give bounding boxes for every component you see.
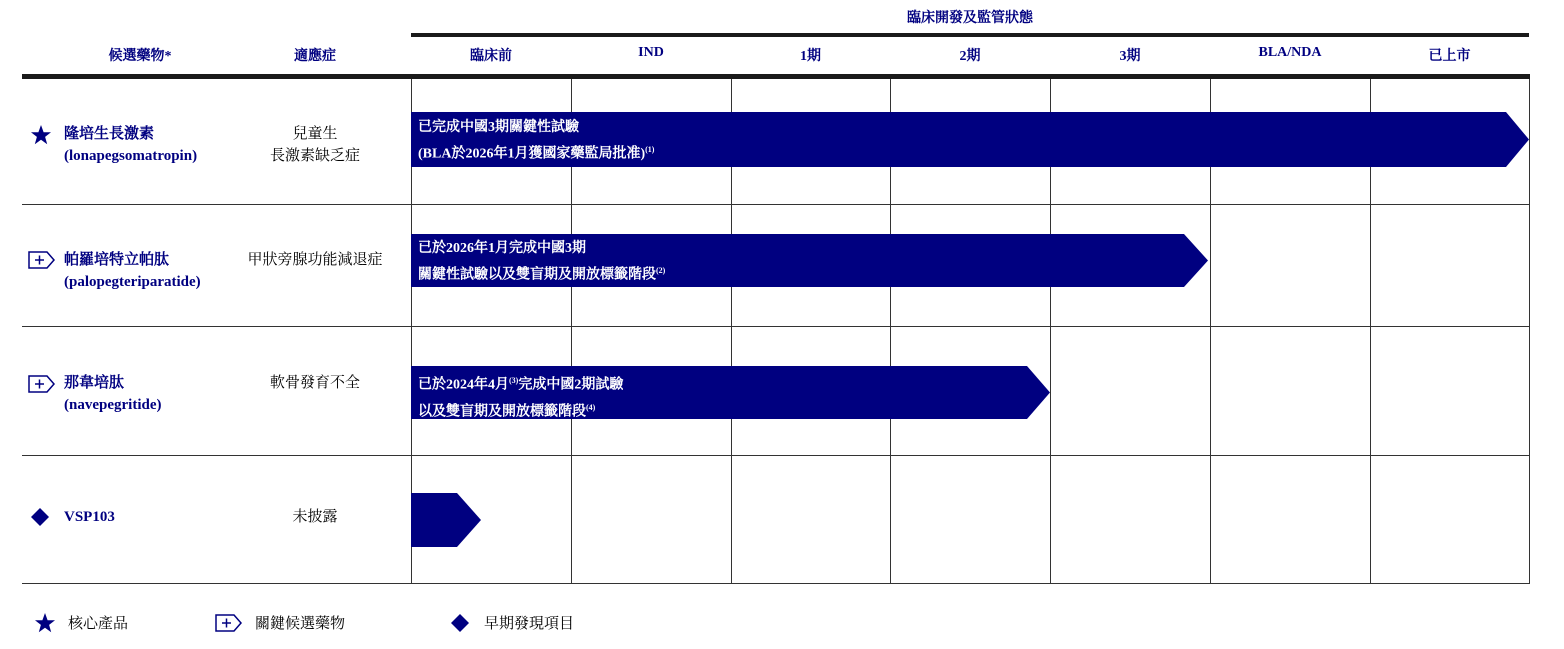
candidate-name-navepegritide	[64, 372, 161, 416]
progress-bar-label-row3	[418, 370, 623, 423]
table-bottom-rule	[22, 583, 1530, 584]
candidate-name-en: (palopegteriparatide)	[64, 274, 201, 290]
candidate-name-cn: 那韋培肽	[64, 375, 125, 391]
boxed-plus-arrow-icon	[28, 375, 56, 393]
candidate-name-en: (navepegritide)	[64, 397, 162, 413]
legend-early-discovery: 早期發現項目	[484, 616, 575, 632]
indication-line: 長激素缺乏症	[269, 148, 360, 164]
col-header-phase1: 1期	[800, 49, 821, 64]
col-header-ind: IND	[638, 45, 664, 60]
bar-label-line	[418, 260, 665, 287]
footnote-marker: (2)	[656, 266, 666, 275]
legend-diamond-icon	[450, 613, 470, 633]
indication-line: 兒童生	[292, 126, 338, 142]
bar-label-text: 完成中國2期試驗	[518, 377, 624, 393]
progress-bar-row4	[411, 493, 483, 547]
col-header-phase3: 3期	[1119, 49, 1141, 64]
col-header-preclinical: 臨床前	[470, 49, 512, 64]
col-header-indication: 適應症	[294, 49, 336, 64]
bar-label-text: 關鍵性試驗以及雙盲期及開放標籤階段	[418, 267, 656, 283]
bar-label-line: 已於2026年1月完成中國3期	[418, 241, 586, 256]
progress-bar-label-row1	[418, 117, 654, 166]
indication-line: 軟骨發育不全	[269, 375, 360, 391]
bar-label-line	[418, 370, 623, 397]
indication-row4	[240, 506, 390, 528]
col-header-phase2: 2期	[959, 49, 981, 64]
row-divider	[22, 204, 1530, 205]
row-divider	[22, 326, 1530, 327]
boxed-plus-arrow-icon	[28, 251, 56, 269]
indication-line: 未披露	[292, 509, 338, 525]
candidate-name-vsp103: VSP103	[64, 509, 115, 525]
indication-row2	[240, 249, 390, 271]
bar-label-text: 已於2024年4月	[418, 377, 509, 393]
candidate-name-cn: 帕羅培特立帕肽	[64, 252, 170, 268]
legend-star-icon	[34, 612, 56, 634]
bar-label-text: 以及雙盲期及開放標籤階段	[418, 404, 586, 420]
bar-label-line	[418, 139, 654, 166]
indication-row3	[240, 372, 390, 394]
candidate-name-lonapegsomatropin	[64, 123, 197, 167]
candidate-name-cn: 隆培生長激素	[64, 126, 155, 142]
row-divider	[22, 455, 1530, 456]
candidate-name-palopegteriparatide	[64, 249, 201, 293]
col-header-marketed: 已上市	[1428, 49, 1471, 64]
star-icon	[30, 124, 52, 146]
footnote-marker: (1)	[645, 145, 655, 154]
legend-core-product: 核心產品	[68, 616, 129, 632]
legend-key-candidate: 關鍵候選藥物	[255, 616, 346, 632]
bar-label-line: 已完成中國3期關鍵性試驗	[418, 120, 579, 135]
diamond-icon	[30, 507, 50, 527]
col-header-candidate: 候選藥物*	[108, 49, 172, 64]
footnote-marker: (3)	[509, 376, 519, 385]
indication-row1	[240, 123, 390, 167]
clinical-status-header: 臨床開發及監管狀態	[907, 11, 1033, 26]
legend-boxed-plus-arrow-icon	[215, 614, 243, 632]
footnote-marker: (4)	[586, 402, 596, 412]
table-top-rule	[22, 74, 1530, 79]
progress-bar-label-row2	[418, 238, 665, 287]
col-header-bla-nda: BLA/NDA	[1258, 45, 1322, 60]
header-rule	[411, 33, 1529, 37]
bar-label-text: (BLA於2026年1月獲國家藥監局批准)	[418, 146, 646, 162]
bar-label-line	[418, 397, 623, 424]
indication-line: 甲狀旁腺功能減退症	[247, 252, 383, 268]
candidate-name-en: (lonapegsomatropin)	[64, 148, 198, 164]
